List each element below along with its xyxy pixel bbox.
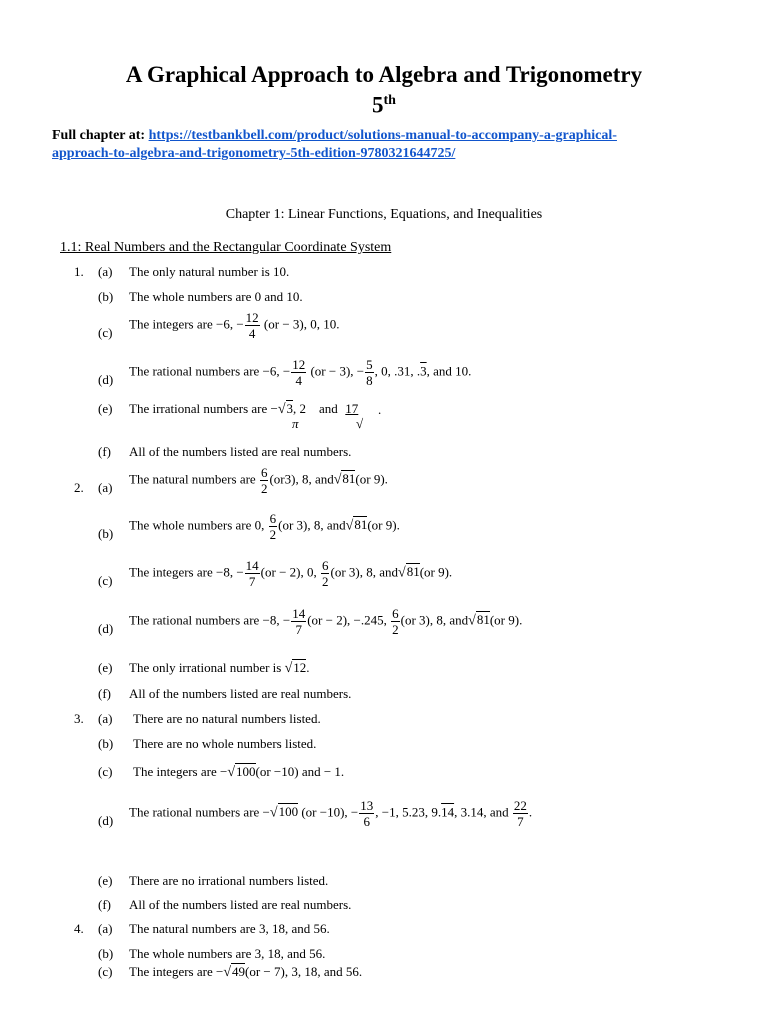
- answer-expression: The integers are −8, − $\frac{14}{7}$ (or − 2), 0, $\frac{6}{2}$ (or 3), 8, and√81(or 9).: [129, 558, 453, 589]
- fraction: $\frac{14}{7}$: [292, 606, 306, 637]
- answer-expression: The rational numbers are −8, − $\frac{14}{7}$ (or − 2), −.245, $\frac{6}{2}$ (or 3), 8, and√81(or 9).: [129, 606, 523, 637]
- fraction: $\frac{14}{7}$: [245, 558, 259, 589]
- answer-expression: The irrational numbers are −√3, 2 and 17: [129, 401, 359, 417]
- problem-number: 3.: [74, 711, 84, 726]
- fraction: $\frac{5}{8}$: [366, 357, 373, 388]
- part-label: (b): [98, 736, 114, 751]
- part-label: (a): [98, 921, 113, 936]
- part-label: (b): [98, 526, 114, 541]
- answer-expression: The integers are −√49(or − 7), 3, 18, and 56.: [129, 964, 363, 980]
- answer-expression: The rational numbers are −√100 (or −10), − $\frac{13}{6}$ , −1, 5.23, 9.14, 3.14, and $\frac{22}{7}$ .: [129, 798, 533, 829]
- problem-number: 1.: [74, 264, 84, 279]
- part-label: (e): [98, 660, 113, 675]
- full-chapter-link[interactable]: https://testbankbell.com/product/solutions-manual-to-accompany-a-graphical-: [148, 128, 617, 143]
- full-chapter-label: Full chapter at:: [52, 128, 146, 143]
- edition-suffix: th: [383, 93, 396, 108]
- part-label: (f): [98, 686, 111, 701]
- document-title: A Graphical Approach to Algebra and Trigonometry: [125, 62, 643, 87]
- pi-symbol: π: [292, 416, 299, 431]
- answer-text: There are no whole numbers listed.: [133, 736, 317, 751]
- answer-expression: The integers are −√100(or −10) and − 1.: [133, 764, 345, 780]
- repeating-digits: 14: [441, 804, 455, 820]
- fraction: $\frac{6}{2}$: [392, 606, 399, 637]
- full-chapter-link-continued[interactable]: approach-to-algebra-and-trigonometry-5th-edition-9780321644725/: [52, 146, 456, 161]
- part-label: (c): [98, 573, 113, 588]
- answer-expression: The natural numbers are $\frac{6}{2}$ (or3), 8, and√81(or 9).: [129, 465, 388, 496]
- sqrt-symbol: √: [356, 416, 364, 431]
- part-label: (c): [98, 325, 113, 340]
- part-label: (c): [98, 764, 113, 779]
- problem-number: 2.: [74, 480, 84, 495]
- fraction: $\frac{13}{6}$: [360, 798, 374, 829]
- part-label: (f): [98, 897, 111, 912]
- part-label: (a): [98, 264, 113, 279]
- part-label: (a): [98, 711, 113, 726]
- period: .: [378, 402, 382, 417]
- part-label: (f): [98, 444, 111, 459]
- answer-expression: The only irrational number is √12.: [129, 660, 310, 676]
- answer-text: There are no irrational numbers listed.: [129, 873, 329, 888]
- answer-expression: The whole numbers are 0, $\frac{6}{2}$ (or 3), 8, and√81(or 9).: [129, 511, 400, 542]
- answer-text: The whole numbers are 3, 18, and 56.: [129, 946, 326, 961]
- answer-expression: The integers are −6, − $\frac{12}{4}$ (or − 3), 0, 10.: [129, 310, 340, 341]
- answer-text: There are no natural numbers listed.: [133, 711, 321, 726]
- answer-text: The only natural number is 10.: [129, 264, 290, 279]
- answer-expression: The rational numbers are −6, − $\frac{12}{4}$ (or − 3), − $\frac{5}{8}$ , 0, .31, .3, and 10.: [129, 357, 472, 388]
- part-label: (d): [98, 621, 114, 636]
- fraction: $\frac{22}{7}$: [513, 798, 527, 829]
- answer-text: The natural numbers are 3, 18, and 56.: [129, 921, 330, 936]
- part-label: (d): [98, 813, 114, 828]
- fraction: $\frac{12}{4}$: [292, 357, 306, 388]
- answer-text: The whole numbers are 0 and 10.: [129, 289, 303, 304]
- problem-number: 4.: [74, 921, 84, 936]
- full-chapter-line: [52, 128, 617, 144]
- part-label: (b): [98, 289, 114, 304]
- answer-text: All of the numbers listed are real numbers.: [129, 897, 352, 912]
- chapter-heading: Chapter 1: Linear Functions, Equations, and Inequalities: [225, 207, 543, 222]
- edition-number: 5: [372, 92, 384, 118]
- fraction: $\frac{6}{2}$: [269, 511, 277, 542]
- answer-text: All of the numbers listed are real numbers.: [129, 444, 352, 459]
- full-chapter-line-2: [52, 146, 455, 162]
- fraction: $\frac{6}{2}$: [260, 465, 268, 496]
- answer-text: All of the numbers listed are real numbers.: [129, 686, 352, 701]
- part-label: (a): [98, 480, 113, 495]
- part-label: (d): [98, 372, 114, 387]
- section-heading: 1.1: Real Numbers and the Rectangular Coordinate System: [60, 240, 392, 255]
- part-label: (b): [98, 946, 114, 961]
- document-title-edition: [0, 88, 768, 119]
- fraction: $\frac{12}{4}$: [245, 310, 259, 341]
- part-label: (e): [98, 401, 113, 416]
- part-label: (e): [98, 873, 113, 888]
- part-label: (c): [98, 964, 113, 979]
- fraction: $\frac{6}{2}$: [321, 558, 329, 589]
- repeating-digit: 3: [420, 363, 427, 379]
